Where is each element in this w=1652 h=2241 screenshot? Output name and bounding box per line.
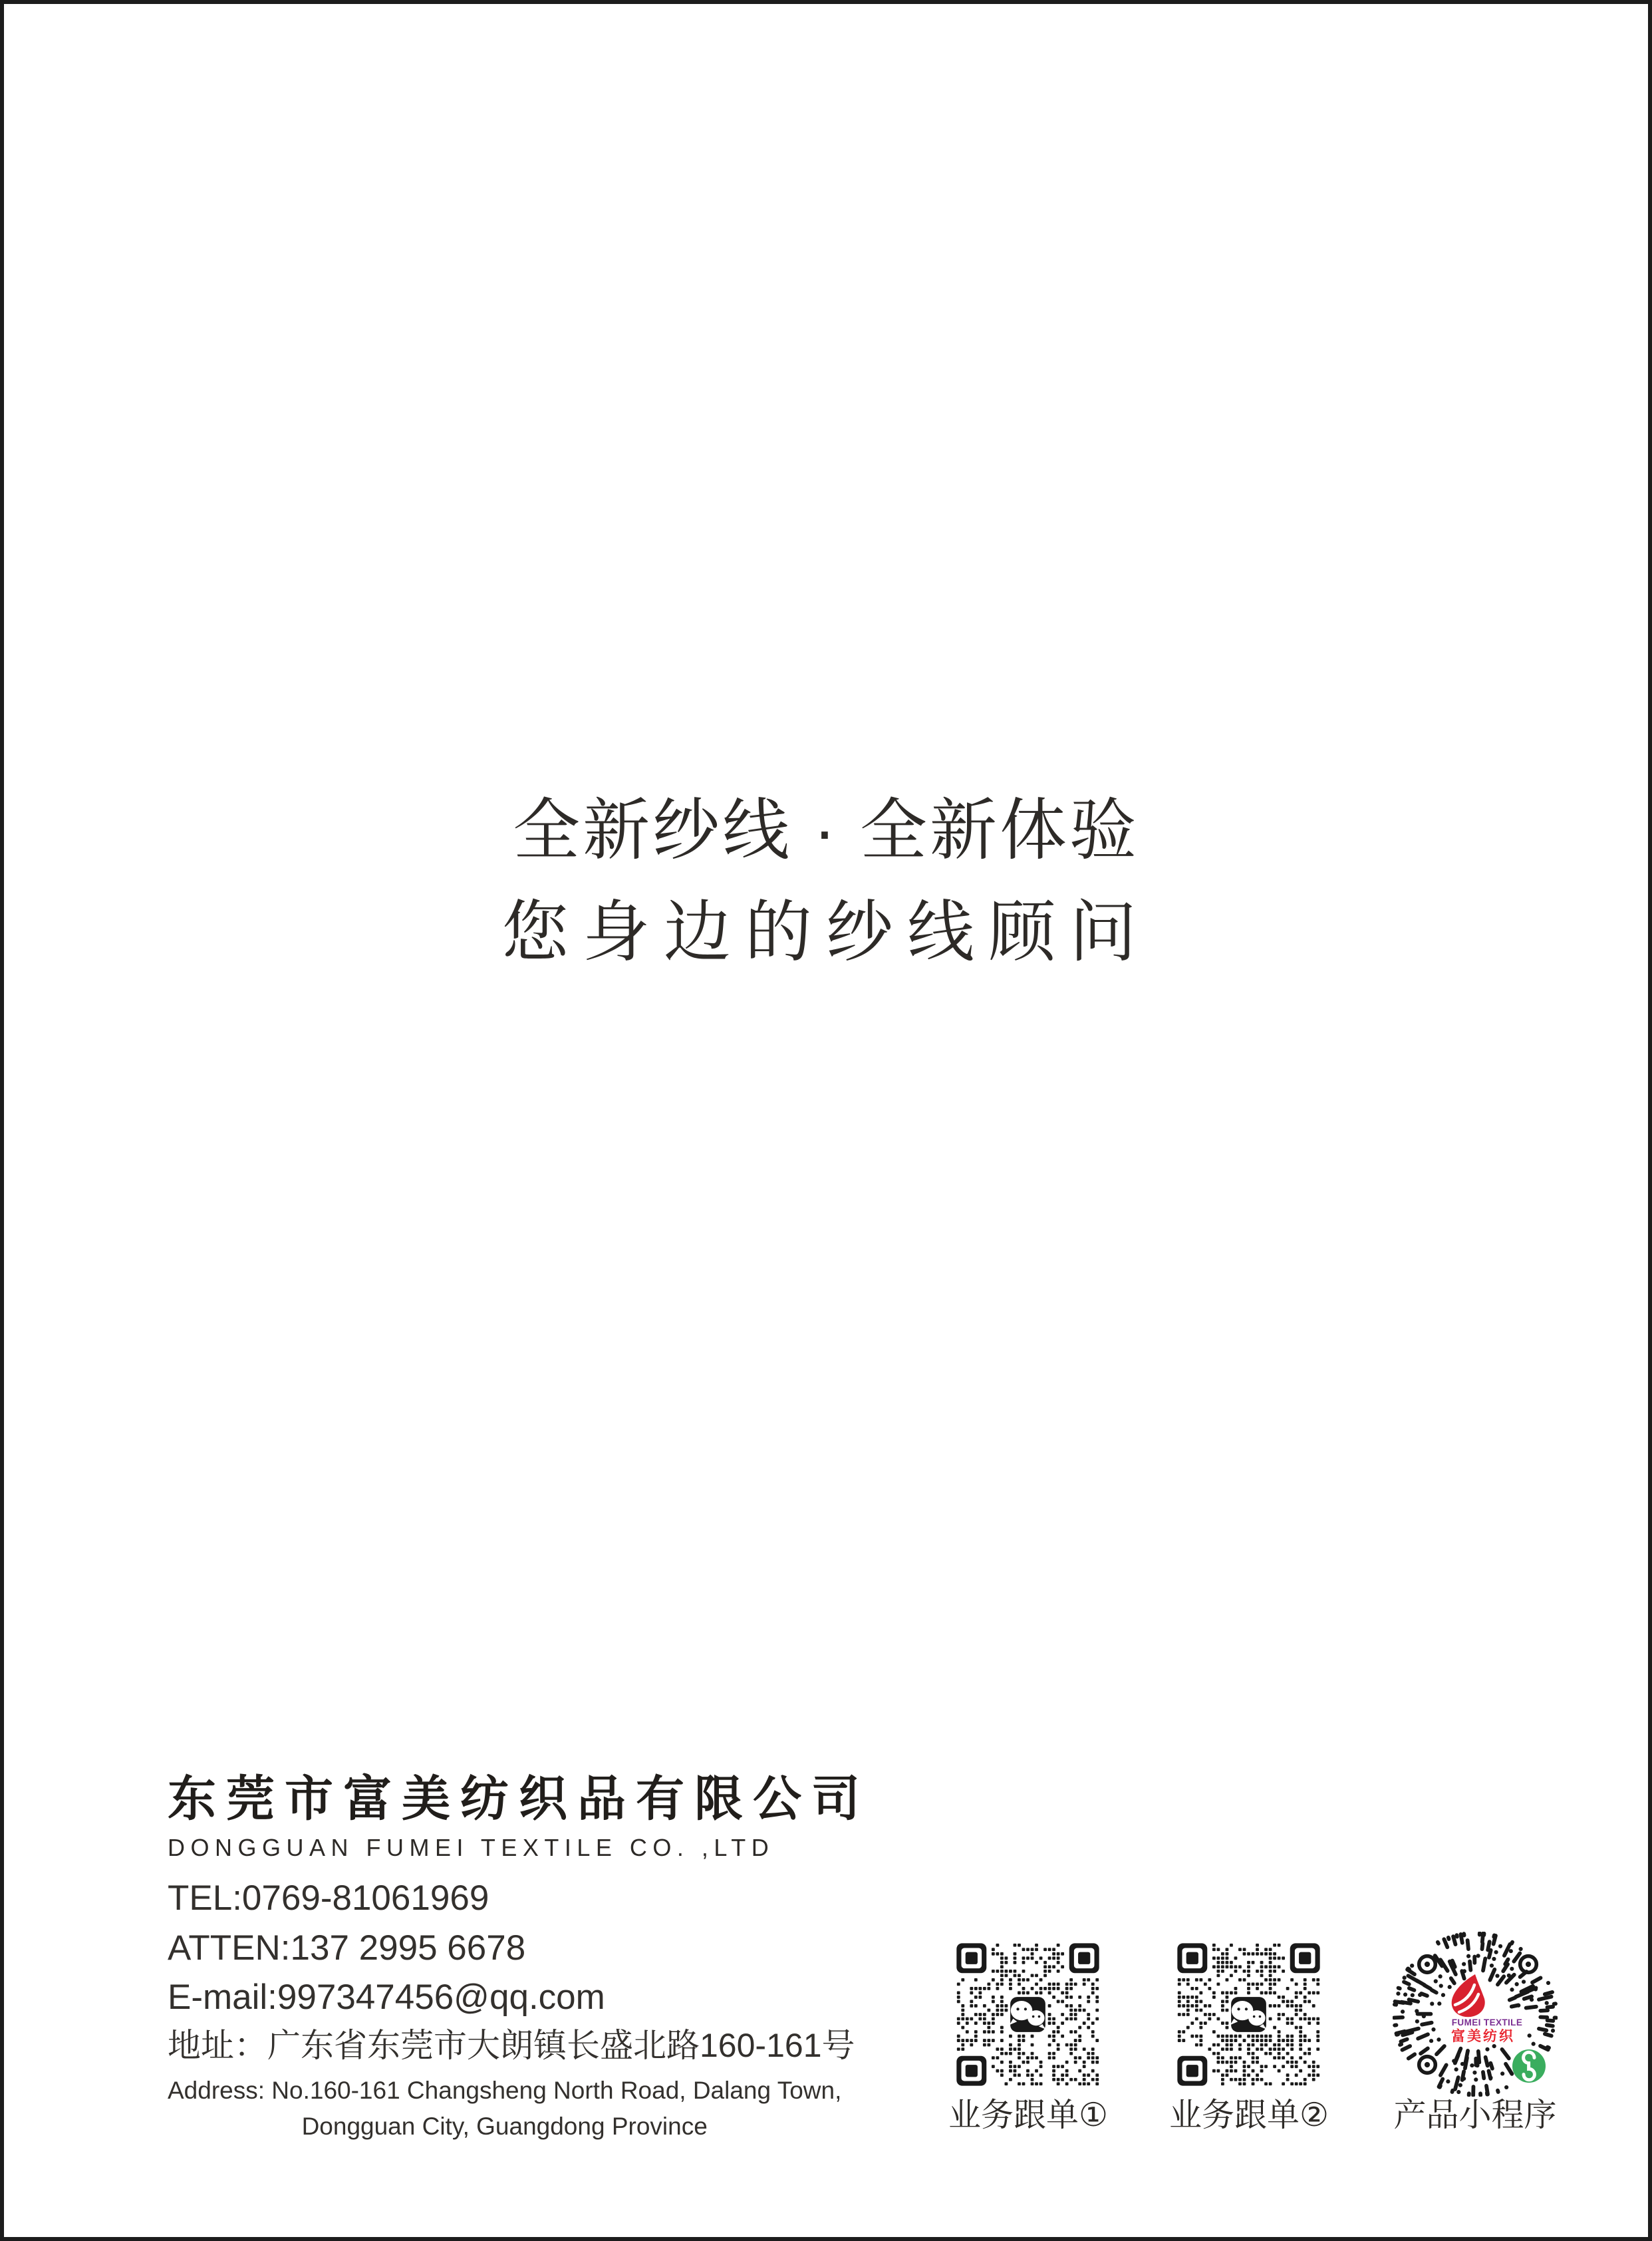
headline-line1: 全新纱线 · 全新体验 xyxy=(513,794,1139,868)
mini-logo-text-zh: 富美纺织 xyxy=(1451,2029,1515,2044)
address-en-block xyxy=(168,2073,841,2145)
headline-line2: 您身边的纱线顾问 xyxy=(501,895,1151,970)
email-line: E-mail:997347456@qq.com xyxy=(168,1978,605,2017)
company-info-block xyxy=(168,1772,870,2145)
wechat-miniprogram-code xyxy=(1393,1932,1558,2097)
qr-label-1: 业务跟单① xyxy=(948,2097,1108,2133)
headline xyxy=(4,794,1648,970)
qr-label-3: 产品小程序 xyxy=(1393,2097,1557,2133)
address-zh-line: 地址：广东省东莞市大朗镇长盛北路160-161号 xyxy=(168,2027,855,2064)
address-en-line2: Dongguan City, Guangdong Province xyxy=(301,2113,708,2141)
qr-label-2: 业务跟单② xyxy=(1169,2097,1329,2133)
wechat-qr-code-1 xyxy=(956,1943,1099,2086)
company-name-zh: 东莞市富美纺织品有限公司 xyxy=(168,1772,870,1826)
tel-line: TEL:0769-81061969 xyxy=(168,1878,489,1918)
miniprogram-badge xyxy=(1512,2049,1546,2083)
wechat-qr-code-2 xyxy=(1177,1943,1320,2086)
atten-line: ATTEN:137 2995 6678 xyxy=(168,1928,526,1968)
address-en-line1: Address: No.160-161 Changsheng North Road, Dalang Town, xyxy=(168,2077,842,2104)
fumei-flame-logo xyxy=(1452,1974,1485,2017)
mini-logo-text-en: FUMEI TEXTILE xyxy=(1451,2017,1523,2027)
company-name-en: DONGGUAN FUMEI TEXTILE CO. ,LTD xyxy=(168,1834,775,1861)
